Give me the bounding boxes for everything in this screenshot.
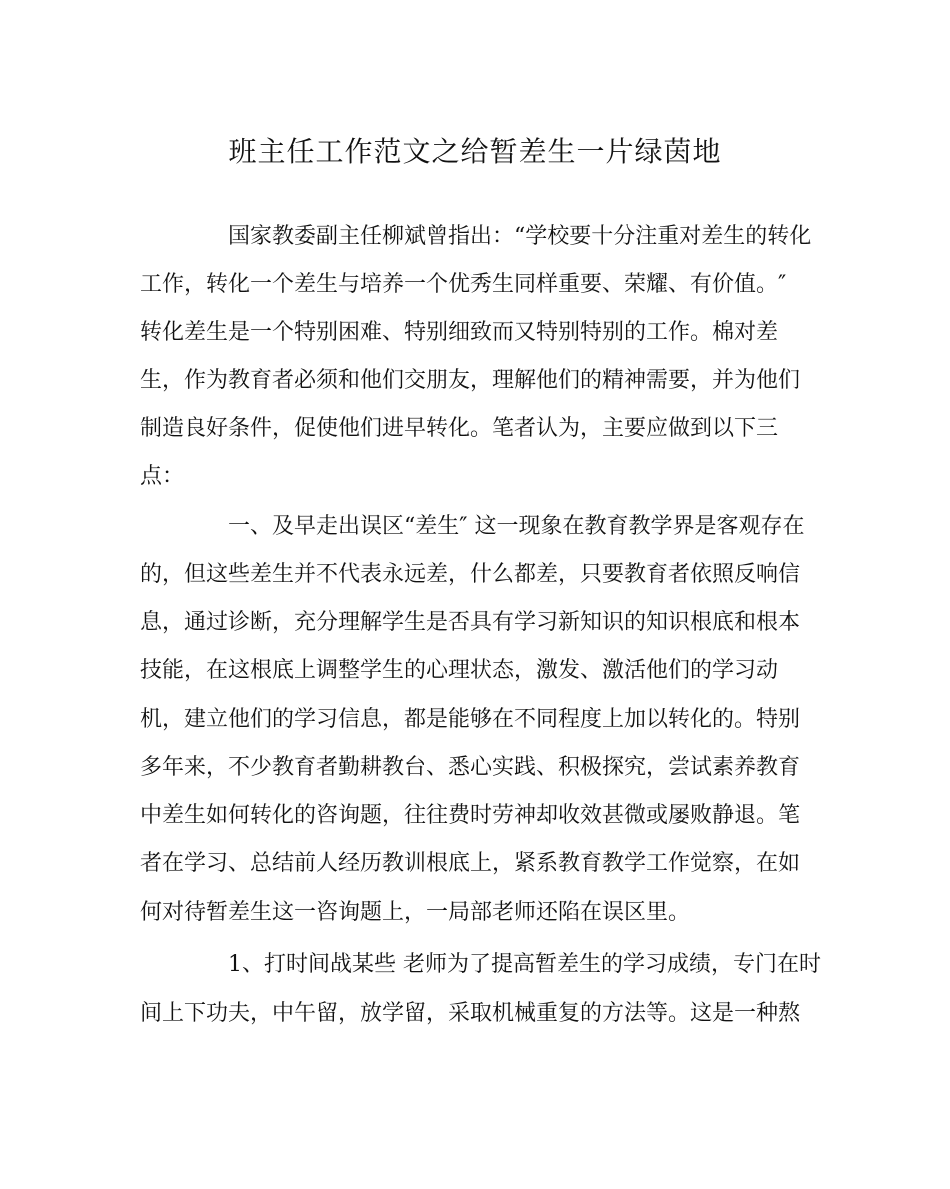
paragraph-2-line-5: 机，建立他们的学习信息，都是能够在不同程度上加以转化的。特别 (140, 707, 801, 732)
paragraph-1-line-4: 生，作为教育者必须和他们交朋友，理解他们的精神需要，并为他们 (140, 368, 801, 393)
document-title: 班主任工作范文之给暂差生一片绿茵地 (228, 135, 722, 168)
paragraph-1-line-6: 点： (140, 464, 185, 489)
paragraph-1-line-5: 制造良好条件，促使他们进早转化。笔者认为，主要应做到以下三 (140, 416, 779, 441)
paragraph-2-line-4: 技能，在这根底上调整学生的心理状态，激发、激活他们的学习动 (140, 658, 779, 683)
paragraph-2-line-7: 中差生如何转化的咨询题，往往费时劳神却收效甚微或屡败静退。笔 (140, 803, 801, 828)
paragraph-3-line-1: 1、打时间战某些 老师为了提高暂差生的学习成绩，专门在时 (228, 952, 821, 977)
paragraph-3-line-2: 间上下功夫，中午留，放学留，采取机械重复的方法等。这是一种熬 (140, 1001, 801, 1026)
paragraph-2-line-8: 者在学习、总结前人经历教训根底上，紧系教育教学工作觉察，在如 (140, 851, 801, 876)
paragraph-1-line-2: 工作，转化一个差生与培养一个优秀生同样重要、荣耀、有价值。″ (140, 272, 787, 297)
paragraph-1-line-1: 国家教委副主任柳斌曾指出：“学校要十分注重对差生的转化 (228, 224, 812, 249)
paragraph-2-line-6: 多年来，不少教育者勤耕教台、悉心实践、积极探究，尝试素养教育 (140, 755, 801, 780)
paragraph-2-line-1: 一、及早走出误区“差生″ 这一现象在教育教学界是客观存在 (228, 514, 805, 539)
paragraph-2-line-3: 息，通过诊断，充分理解学生是否具有学习新知识的知识根底和根本 (140, 610, 801, 635)
paragraph-2-line-9: 何对待暂差生这一咨询题上，一局部老师还陷在误区里。 (140, 900, 691, 925)
paragraph-1-line-3: 转化差生是一个特别困难、特别细致而又特别特别的工作。棉对差 (140, 320, 779, 345)
paragraph-2-line-2: 的，但这些差生并不代表永远差，什么都差，只要教育者依照反响信 (140, 562, 801, 587)
